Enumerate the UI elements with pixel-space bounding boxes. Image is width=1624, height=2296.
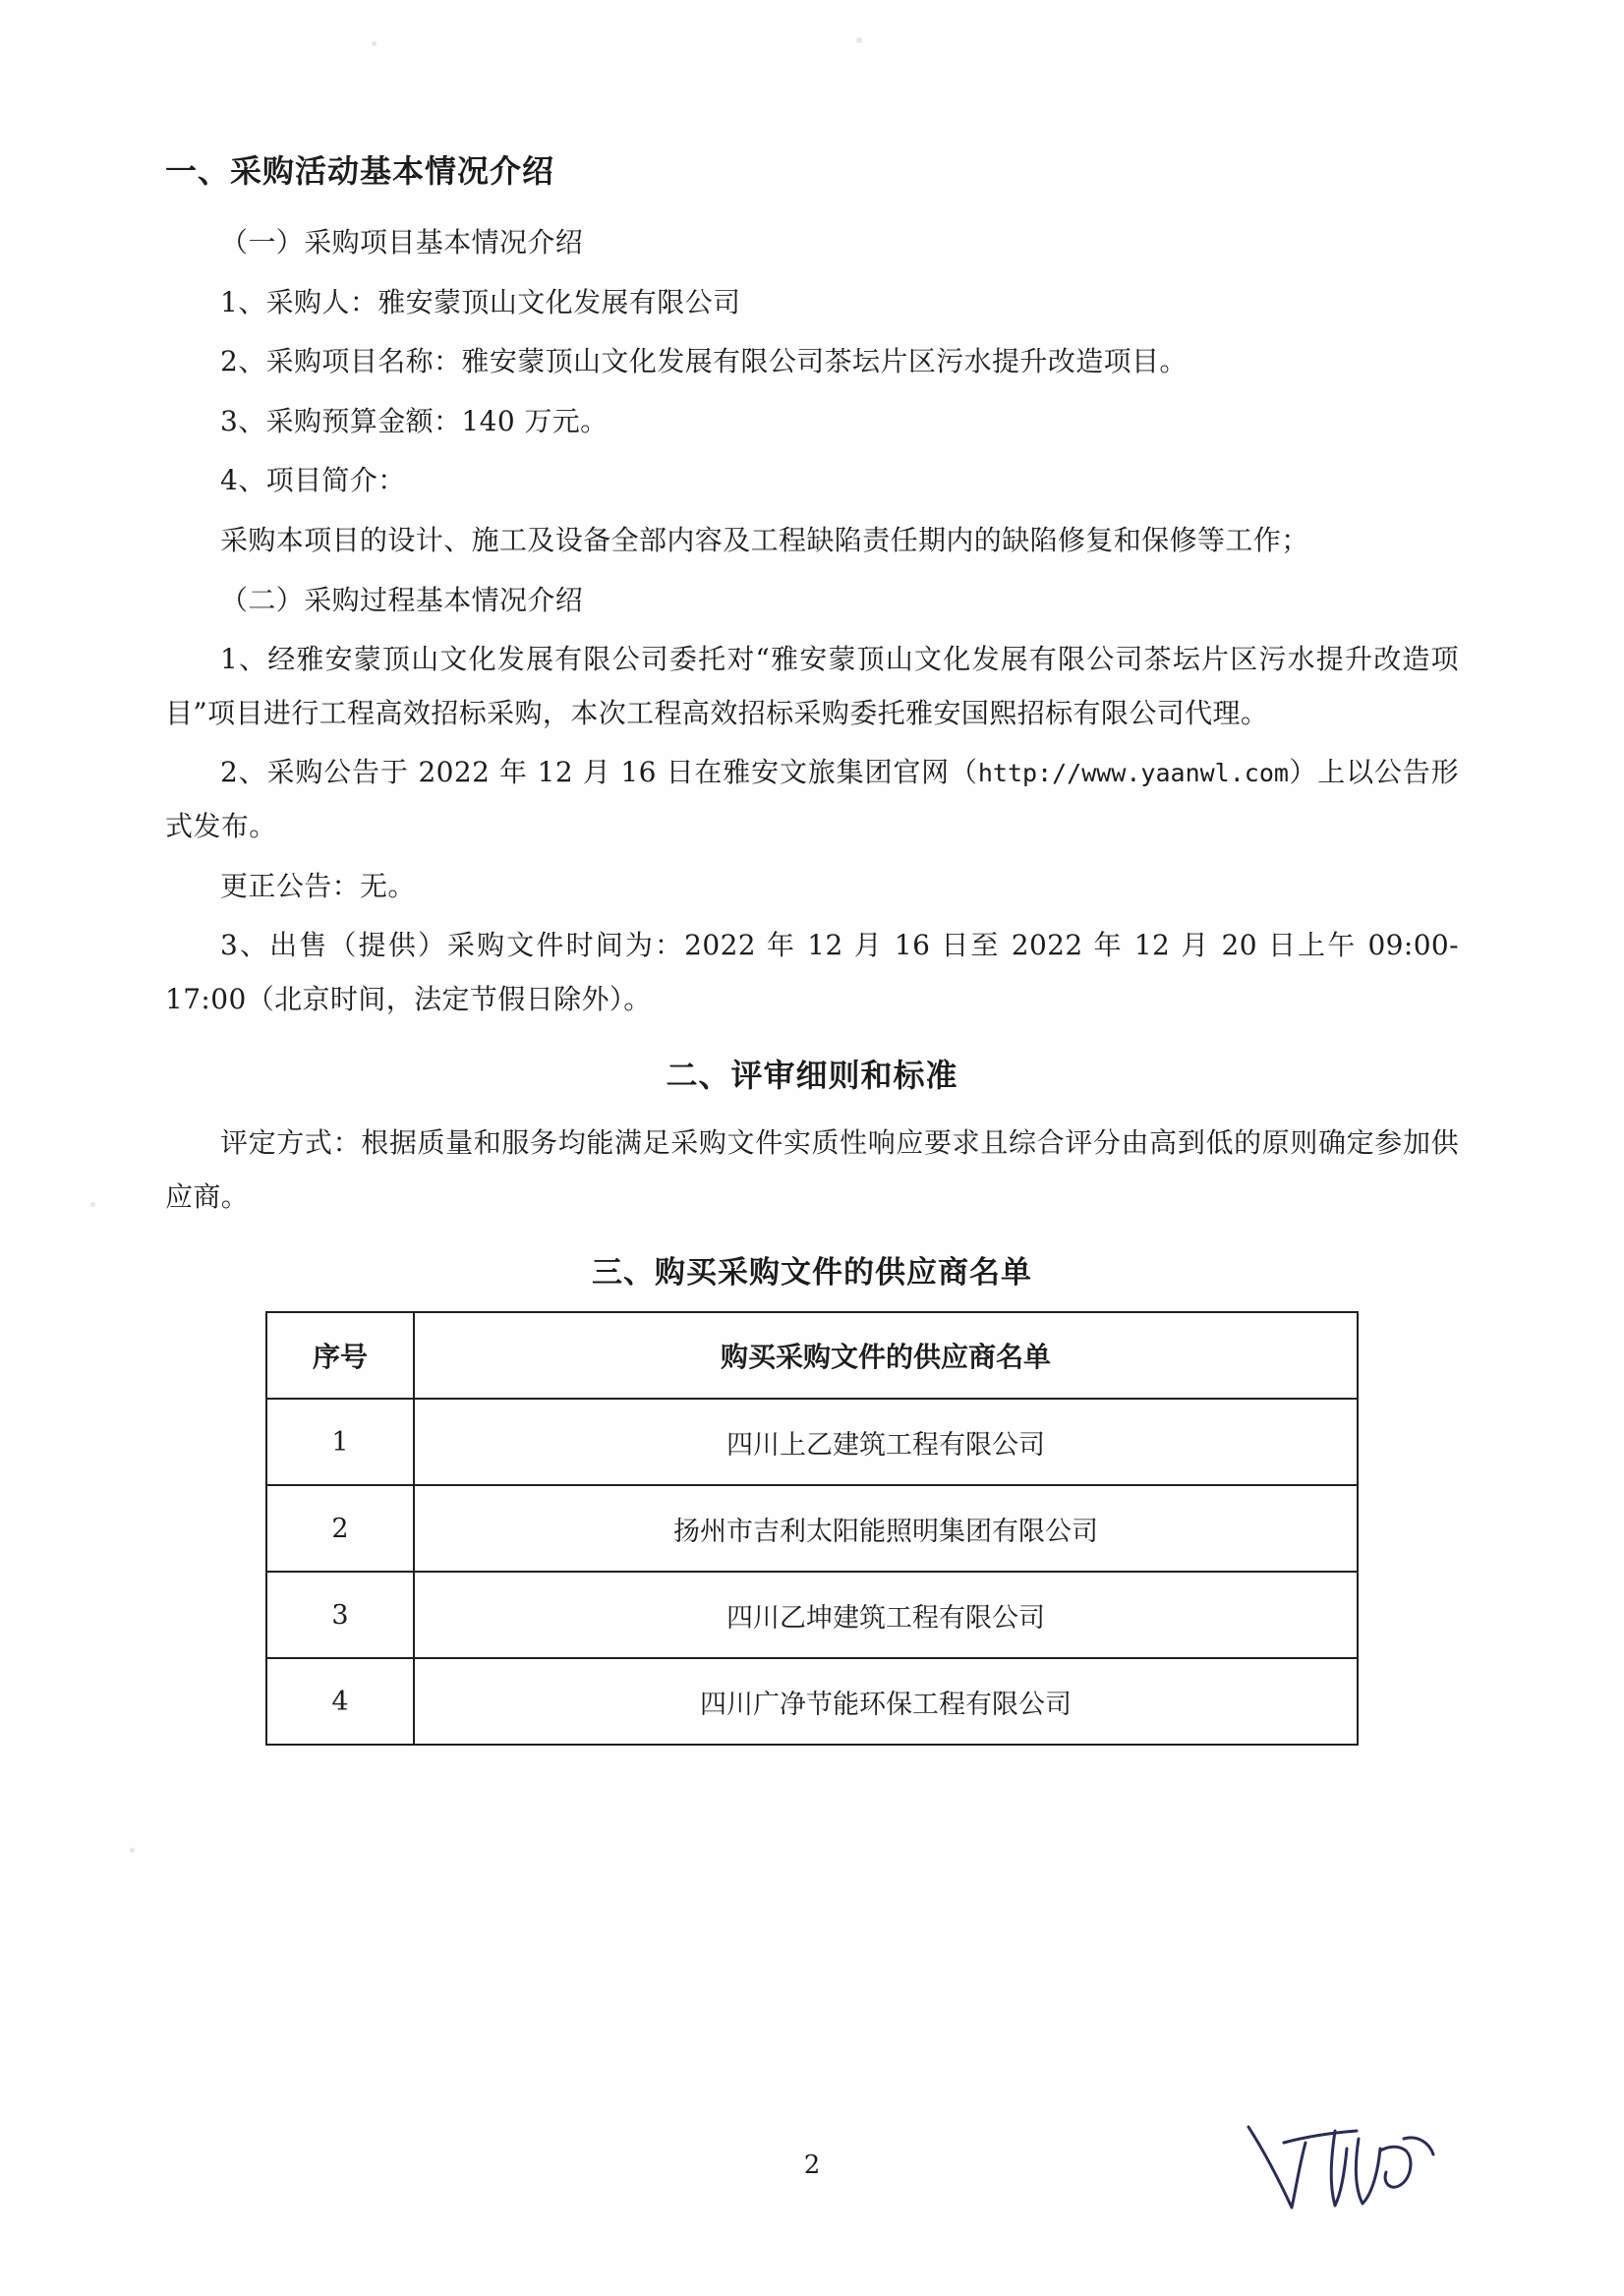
table-header-row (266, 1312, 1358, 1399)
table-cell-supplier: 四川广净节能环保工程有限公司 (414, 1658, 1358, 1745)
table-cell-index: 4 (266, 1658, 414, 1745)
table-row (266, 1572, 1358, 1658)
table-row (266, 1485, 1358, 1572)
section-heading-2: 二、评审细则和标准 (666, 1057, 958, 1095)
table-header-supplier: 购买采购文件的供应商名单 (414, 1312, 1358, 1399)
project-name-item: 2、采购项目名称：雅安蒙顶山文化发展有限公司茶坛片区污水提升改造项目。 (220, 345, 1188, 378)
process-item-3: 3、出售（提供）采购文件时间为：2022 年 12 月 16 日至 2022 年 12 月 20 日上午 09:00-17:00（北京时间，法定节假日除外）。 (165, 929, 1459, 1015)
announcement-url: http://www.yaanwl.com (977, 759, 1289, 788)
budget-item: 3、采购预算金额：140 万元。 (220, 404, 609, 437)
project-brief-item: 4、项目简介： (220, 464, 406, 497)
project-brief-body: 采购本项目的设计、施工及设备全部内容及工程缺陷责任期内的缺陷修复和保修等工作； (220, 523, 1309, 556)
table-row (266, 1658, 1358, 1745)
table-row (266, 1399, 1358, 1485)
table-cell-index: 1 (266, 1399, 414, 1485)
sub-heading-1: （一）采购项目基本情况介绍 (220, 226, 584, 258)
scan-speck (130, 1848, 135, 1853)
scan-speck (90, 1202, 95, 1207)
scan-speck (856, 37, 862, 43)
section-heading-1: 一、采购活动基本情况介绍 (165, 152, 555, 190)
supplier-table (265, 1311, 1359, 1746)
table-cell-supplier: 四川乙坤建筑工程有限公司 (414, 1572, 1358, 1658)
section-heading-3: 三、购买采购文件的供应商名单 (592, 1254, 1032, 1291)
table-cell-supplier: 四川上乙建筑工程有限公司 (414, 1399, 1358, 1485)
table-cell-index: 2 (266, 1485, 414, 1572)
table-cell-index: 3 (266, 1572, 414, 1658)
table-header-index: 序号 (266, 1312, 414, 1399)
purchaser-item: 1、采购人：雅安蒙顶山文化发展有限公司 (220, 285, 741, 318)
process-item-2 (165, 746, 1459, 853)
handwritten-signature (1241, 2109, 1447, 2227)
table-cell-supplier: 扬州市吉利太阳能照明集团有限公司 (414, 1485, 1358, 1572)
scan-speck (372, 41, 377, 46)
process-item-2-text: 2、采购公告于 2022 年 12 月 16 日在雅安文旅集团官网（ (220, 756, 978, 789)
page-number: 2 (803, 2151, 821, 2180)
process-item-2-suffix: ）上以公告形式发布。 (165, 756, 1459, 842)
correction-notice: 更正公告：无。 (220, 869, 416, 902)
evaluation-method-body: 评定方式：根据质量和服务均能满足采购文件实质性响应要求且综合评分由高到低的原则确定参加供应商。 (165, 1126, 1459, 1213)
process-item-1: 1、经雅安蒙顶山文化发展有限公司委托对“雅安蒙顶山文化发展有限公司茶坛片区污水提升改造项目”项目进行工程高效招标采购，本次工程高效招标采购委托雅安国熙招标有限公司代理。 (165, 643, 1459, 729)
sub-heading-2: （二）采购过程基本情况介绍 (220, 583, 584, 616)
